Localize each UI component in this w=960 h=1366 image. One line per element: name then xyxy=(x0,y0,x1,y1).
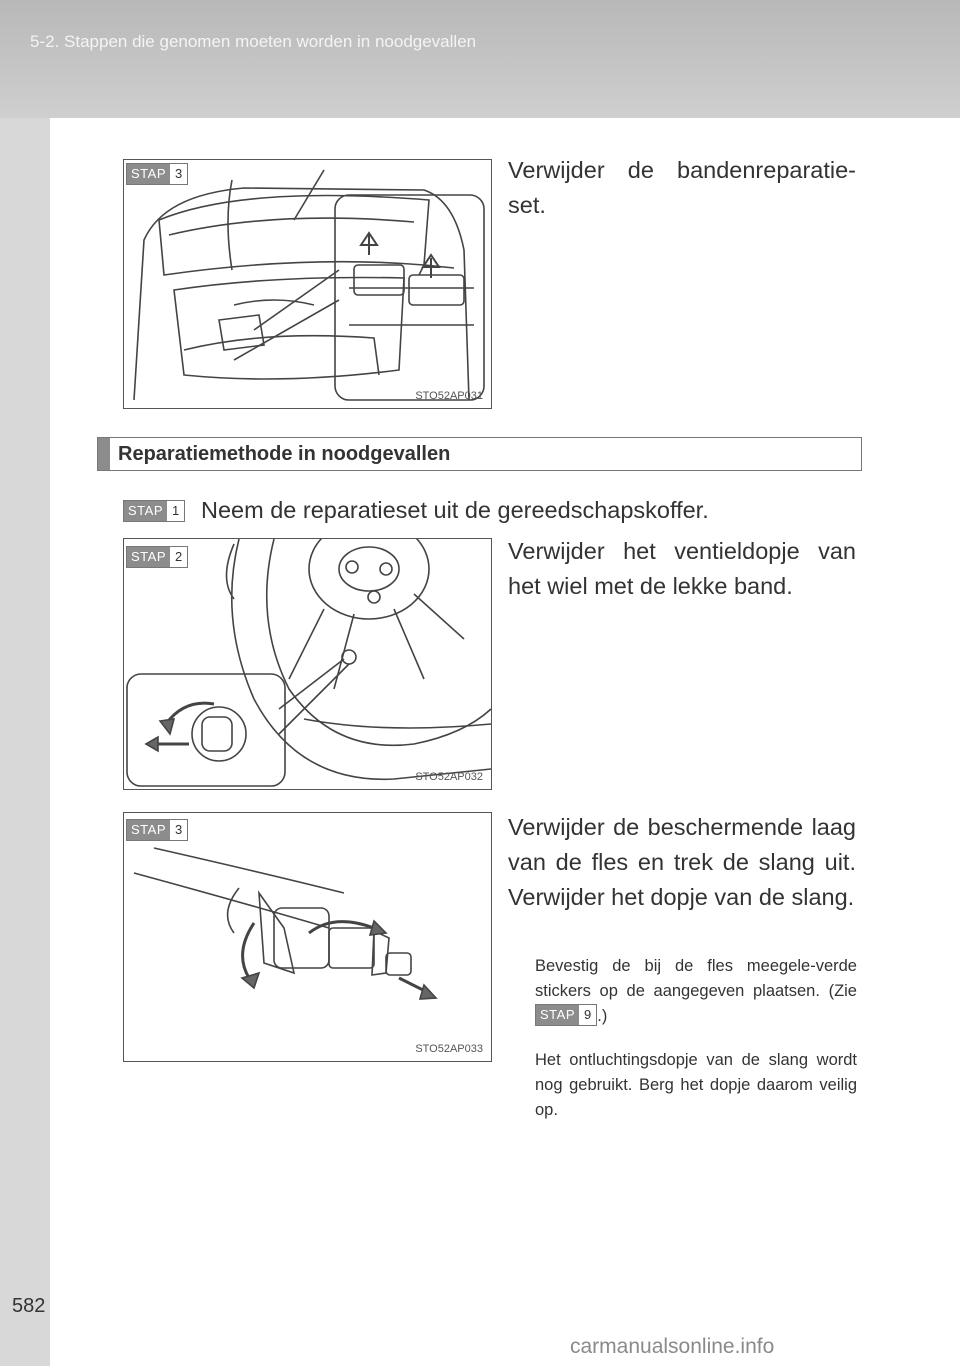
page-header xyxy=(0,0,960,118)
step-badge: STAP 3 xyxy=(126,819,188,841)
step3-remove-kit-text: Verwijder de bandenreparatie-set. xyxy=(508,157,856,218)
trunk-illustration xyxy=(124,160,491,408)
hose-illustration xyxy=(124,813,491,1061)
figure-code: STO52AP032 xyxy=(415,771,483,783)
inline-step-badge: STAP 9 xyxy=(535,1004,597,1026)
page-number: 582 xyxy=(12,1295,46,1317)
margin-strip xyxy=(0,118,50,1366)
step3-text: Verwijder de beschermende laag van de fles en trek de slang uit. Verwijder het dopje van de slang. xyxy=(508,814,856,910)
step-badge: STAP 2 xyxy=(126,546,188,568)
section-accent xyxy=(98,438,110,470)
figure-code: STO52AP031 xyxy=(415,390,483,402)
note-stickers xyxy=(535,954,857,1029)
header-title: 5-2. Stappen die genomen moeten worden in noodgevallen xyxy=(30,32,477,51)
step2-text: Verwijder het ventieldopje van het wiel met de lekke band. xyxy=(508,538,856,599)
figure-trunk-repair-kit xyxy=(123,159,492,409)
section-heading xyxy=(97,437,862,471)
note-stickers-text: Bevestig de bij de fles meegele-verde stickers op de aangegeven plaatsen. (Zie xyxy=(535,957,857,1000)
figure-hose xyxy=(123,812,492,1062)
figure-code: STO52AP033 xyxy=(415,1043,483,1055)
wheel-illustration xyxy=(124,539,491,789)
figure-valve-cap xyxy=(123,538,492,790)
step-badge: STAP 3 xyxy=(126,163,188,185)
note-valve-cap: Het ontluchtingsdopje van de slang wordt nog gebruikt. Berg het dopje daarom veilig op. xyxy=(535,1051,857,1119)
watermark: carmanualsonline.info xyxy=(570,1335,775,1358)
step1-badge: STAP 1 xyxy=(123,500,185,522)
step1-text: Neem de reparatieset uit de gereedschapskoffer. xyxy=(201,497,709,523)
section-title: Reparatiemethode in noodgevallen xyxy=(118,443,451,465)
note-stickers-end: .) xyxy=(597,1007,608,1025)
